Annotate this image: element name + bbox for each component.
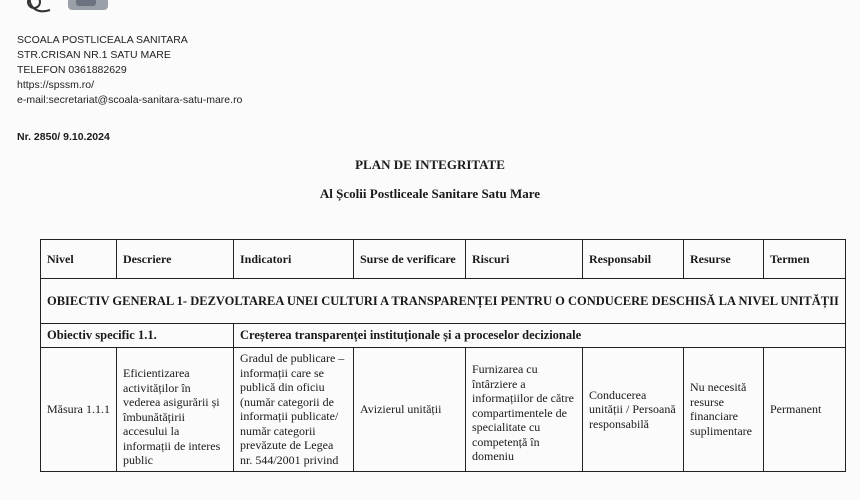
objective-general-text: OBIECTIV GENERAL 1- DEZVOLTAREA UNEI CULTURI A TRANSPARENȚEI PENTRU O CONDUCERE DESCHISĂ LA NIVEL UNITĂȚII [41,279,846,324]
school-email[interactable]: e-mail:secretariat@scoala-sanitara-satu-mare.ro [17,94,243,106]
header-descriere: Descriere [117,240,234,279]
cell-resurse: Nu necesită resurse financiare suplimentare [684,348,764,472]
document-title: PLAN DE INTEGRITATE [355,157,505,172]
school-name: SCOALA POSTLICEALA SANITARA [17,34,188,46]
cell-responsabil: Conducerea unității / Persoană responsabilă [583,348,684,472]
header-indicatori: Indicatori [234,240,354,279]
header-nivel: Nivel [41,240,117,279]
objective-general-row [41,279,846,324]
header-surse: Surse de verificare [354,240,466,279]
cell-termen: Permanent [764,348,846,472]
integrity-plan-table [40,239,846,472]
objective-specific-text: Creșterea transparenței instituționale și a proceselor decizionale [234,324,846,348]
objective-specific-label: Obiectiv specific 1.1. [41,324,234,348]
cell-surse: Avizierul unității [354,348,466,472]
cell-descriere: Eficientizarea activităților în vederea asigurării și îmbunătățirii accesului la informații de interes public [117,348,234,472]
school-phone: TELEFON 0361882629 [17,64,127,76]
school-header [17,33,242,108]
registration-number: Nr. 2850/ 9.10.2024 [17,131,110,143]
cell-indicatori: Gradul de publicare – informații care se publică din oficiu (număr categorii de informații publicate/ număr categorii prevăzute de Legea nr. 544/2001 privind [234,348,354,472]
school-logo-icon [20,0,110,24]
header-riscuri: Riscuri [466,240,583,279]
objective-specific-row [41,324,846,348]
header-termen: Termen [764,240,846,279]
document-subtitle: Al Școlii Postliceale Sanitare Satu Mare [319,186,541,201]
school-address: STR.CRISAN NR.1 SATU MARE [17,49,171,61]
table-row [41,348,846,472]
header-resurse: Resurse [684,240,764,279]
cell-nivel: Măsura 1.1.1 [41,348,117,472]
header-responsabil: Responsabil [583,240,684,279]
cell-riscuri: Furnizarea cu întârziere a informațiilor de către compartimentele de specialitate cu competență în domeniu [466,348,583,472]
table-header-row [41,240,846,279]
school-website[interactable]: https://spssm.ro/ [17,79,95,91]
